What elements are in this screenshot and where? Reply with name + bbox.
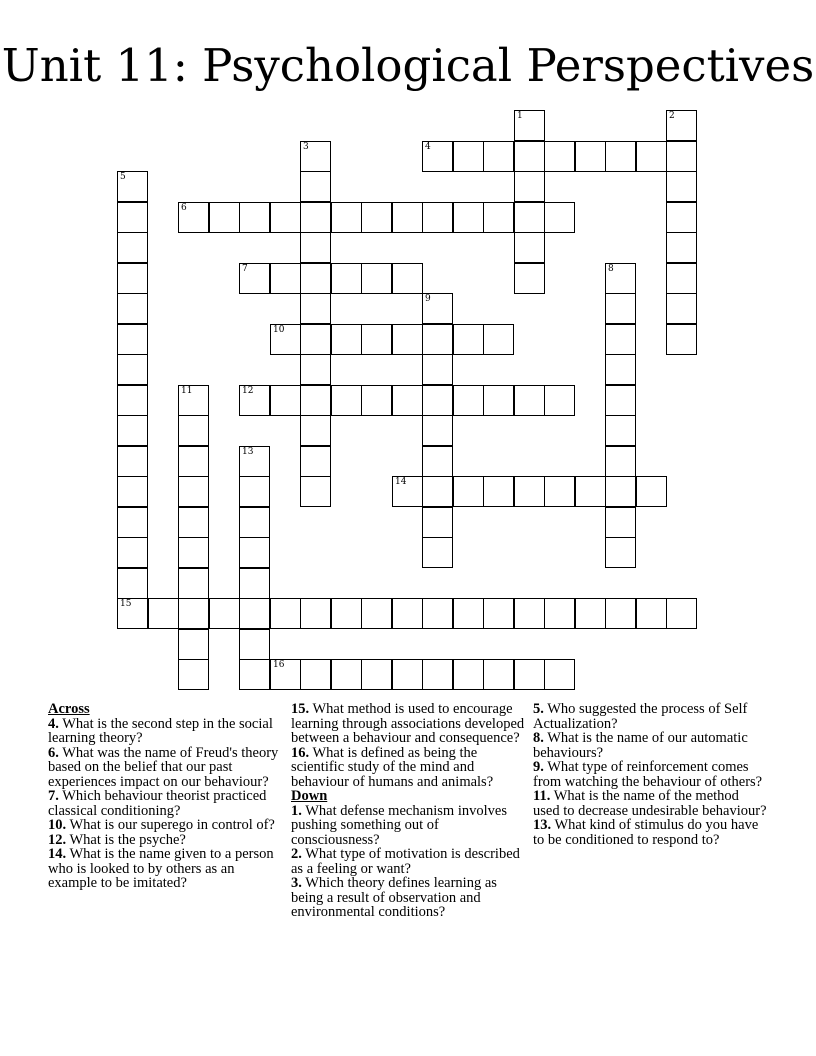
grid-cell[interactable] (300, 354, 331, 385)
grid-cell[interactable] (178, 507, 209, 538)
clue-down-1: 1. What defense mechanism involves pushing something out of consciousness? (291, 802, 507, 848)
grid-cell[interactable] (239, 385, 270, 416)
grid-cell[interactable] (544, 659, 575, 690)
grid-cell[interactable] (636, 141, 667, 172)
grid-cell[interactable] (453, 385, 484, 416)
grid-cell[interactable] (270, 598, 301, 629)
grid-cell[interactable] (361, 659, 392, 690)
grid-cell[interactable] (514, 476, 545, 507)
grid-cell[interactable] (178, 476, 209, 507)
clue-column-3 (533, 702, 769, 847)
grid-cell[interactable] (422, 476, 453, 507)
grid-cell[interactable] (300, 415, 331, 446)
grid-cell[interactable] (117, 171, 148, 202)
grid-cell[interactable] (483, 659, 514, 690)
grid-cell[interactable] (117, 354, 148, 385)
grid-cell[interactable] (514, 263, 545, 294)
clue-column-1 (48, 702, 284, 891)
clue-number: 8 (608, 264, 614, 274)
grid-cell[interactable] (605, 537, 636, 568)
grid-cell[interactable] (514, 232, 545, 263)
grid-cell[interactable] (453, 598, 484, 629)
grid-cell[interactable] (239, 202, 270, 233)
grid-cell[interactable] (300, 659, 331, 690)
grid-cell[interactable] (453, 476, 484, 507)
clue-down-5: 5. Who suggested the process of Self Actualization? (533, 701, 748, 732)
clue-number: 5 (120, 172, 126, 182)
grid-cell[interactable] (331, 263, 362, 294)
grid-cell[interactable] (605, 507, 636, 538)
grid-cell[interactable] (422, 598, 453, 629)
grid-cell[interactable] (178, 415, 209, 446)
grid-cell[interactable] (422, 659, 453, 690)
grid-cell[interactable] (361, 598, 392, 629)
grid-cell[interactable] (331, 202, 362, 233)
grid-cell[interactable] (605, 263, 636, 294)
grid-cell[interactable] (300, 476, 331, 507)
grid-cell[interactable] (483, 141, 514, 172)
grid-cell[interactable] (666, 232, 697, 263)
grid-cell[interactable] (575, 141, 606, 172)
grid-cell[interactable] (514, 659, 545, 690)
grid-cell[interactable] (636, 476, 667, 507)
grid-cell[interactable] (422, 507, 453, 538)
grid-cell[interactable] (300, 232, 331, 263)
grid-cell[interactable] (514, 385, 545, 416)
grid-cell[interactable] (178, 629, 209, 660)
clue-number: 16 (273, 660, 285, 670)
grid-cell[interactable] (422, 385, 453, 416)
clue-down-11: 11. What is the name of the method used to decrease undesirable behaviour? (533, 788, 767, 819)
grid-cell[interactable] (605, 476, 636, 507)
grid-cell[interactable] (514, 598, 545, 629)
grid-cell[interactable] (300, 324, 331, 355)
grid-cell[interactable] (392, 476, 423, 507)
grid-cell[interactable] (666, 598, 697, 629)
clue-down-13: 13. What kind of stimulus do you have to be conditioned to respond to? (533, 817, 759, 848)
grid-cell[interactable] (331, 659, 362, 690)
grid-cell[interactable] (544, 476, 575, 507)
grid-cell[interactable] (575, 476, 606, 507)
grid-cell[interactable] (300, 263, 331, 294)
grid-cell[interactable] (392, 324, 423, 355)
clue-number: 2 (669, 111, 675, 121)
grid-cell[interactable] (178, 598, 209, 629)
grid-cell[interactable] (239, 476, 270, 507)
clue-number: 9 (425, 294, 431, 304)
grid-cell[interactable] (605, 141, 636, 172)
grid-cell[interactable] (117, 446, 148, 477)
grid-cell[interactable] (605, 415, 636, 446)
grid-cell[interactable] (483, 598, 514, 629)
grid-cell[interactable] (239, 629, 270, 660)
grid-cell[interactable] (666, 141, 697, 172)
grid-cell[interactable] (422, 293, 453, 324)
grid-cell[interactable] (300, 598, 331, 629)
grid-cell[interactable] (361, 324, 392, 355)
grid-cell[interactable] (605, 446, 636, 477)
grid-cell[interactable] (178, 537, 209, 568)
grid-cell[interactable] (148, 598, 179, 629)
grid-cell[interactable] (422, 324, 453, 355)
clue-number: 4 (425, 142, 431, 152)
grid-cell[interactable] (239, 537, 270, 568)
grid-cell[interactable] (300, 293, 331, 324)
grid-cell[interactable] (117, 598, 148, 629)
clue-across-10: 10. What is our superego in control of? (48, 817, 275, 833)
grid-cell[interactable] (575, 598, 606, 629)
grid-cell[interactable] (117, 263, 148, 294)
grid-cell[interactable] (605, 354, 636, 385)
grid-cell[interactable] (117, 385, 148, 416)
grid-cell[interactable] (483, 385, 514, 416)
grid-cell[interactable] (239, 568, 270, 599)
grid-cell[interactable] (270, 324, 301, 355)
grid-cell[interactable] (117, 507, 148, 538)
down-heading: Down (291, 788, 328, 804)
grid-cell[interactable] (514, 202, 545, 233)
clue-number: 13 (242, 447, 254, 457)
grid-cell[interactable] (605, 385, 636, 416)
clue-column-2 (291, 702, 527, 920)
grid-cell[interactable] (300, 141, 331, 172)
grid-cell[interactable] (666, 324, 697, 355)
grid-cell[interactable] (514, 141, 545, 172)
grid-cell[interactable] (117, 537, 148, 568)
grid-cell[interactable] (453, 324, 484, 355)
clue-number: 10 (273, 325, 285, 335)
grid-cell[interactable] (483, 324, 514, 355)
grid-cell[interactable] (178, 385, 209, 416)
grid-cell[interactable] (331, 385, 362, 416)
grid-cell[interactable] (392, 598, 423, 629)
clue-down-2: 2. What type of motivation is described as a feeling or want? (291, 846, 520, 877)
grid-cell[interactable] (178, 659, 209, 690)
clue-across-4: 4. What is the second step in the social learning theory? (48, 715, 273, 746)
grid-cell[interactable] (666, 171, 697, 202)
grid-cell[interactable] (666, 263, 697, 294)
grid-cell[interactable] (392, 202, 423, 233)
grid-cell[interactable] (392, 263, 423, 294)
grid-cell[interactable] (483, 202, 514, 233)
grid-cell[interactable] (117, 202, 148, 233)
grid-cell[interactable] (514, 110, 545, 141)
grid-cell[interactable] (422, 202, 453, 233)
grid-cell[interactable] (392, 385, 423, 416)
grid-cell[interactable] (178, 446, 209, 477)
grid-cell[interactable] (392, 659, 423, 690)
clue-number: 14 (395, 477, 407, 487)
grid-cell[interactable] (300, 446, 331, 477)
clue-number: 15 (120, 599, 132, 609)
clue-number: 7 (242, 264, 248, 274)
clue-down-8: 8. What is the name of our automatic behaviours? (533, 730, 748, 761)
clue-number: 1 (517, 111, 523, 121)
grid-cell[interactable] (605, 598, 636, 629)
grid-cell[interactable] (270, 659, 301, 690)
grid-cell[interactable] (544, 141, 575, 172)
clue-across-16: 16. What is defined as being the scientific study of the mind and behaviour of humans and animals? (291, 744, 494, 790)
grid-cell[interactable] (300, 171, 331, 202)
grid-cell[interactable] (117, 324, 148, 355)
clue-across-12: 12. What is the psyche? (48, 831, 186, 848)
grid-cell[interactable] (300, 202, 331, 233)
grid-cell[interactable] (117, 568, 148, 599)
grid-cell[interactable] (117, 232, 148, 263)
clue-across-7: 7. Which behaviour theorist practiced classical conditioning? (48, 788, 267, 819)
clue-down-3: 3. Which theory defines learning as being a result of observation and environmental conditions? (291, 875, 497, 920)
grid-cell[interactable] (300, 385, 331, 416)
grid-cell[interactable] (361, 263, 392, 294)
grid-cell[interactable] (544, 385, 575, 416)
grid-cell[interactable] (117, 476, 148, 507)
grid-cell[interactable] (422, 415, 453, 446)
grid-cell[interactable] (331, 598, 362, 629)
grid-cell[interactable] (453, 141, 484, 172)
grid-cell[interactable] (361, 202, 392, 233)
grid-cell[interactable] (636, 598, 667, 629)
grid-cell[interactable] (453, 659, 484, 690)
grid-cell[interactable] (483, 476, 514, 507)
grid-cell[interactable] (239, 446, 270, 477)
grid-cell[interactable] (178, 202, 209, 233)
grid-cell[interactable] (209, 202, 240, 233)
grid-cell[interactable] (422, 354, 453, 385)
grid-cell[interactable] (117, 415, 148, 446)
grid-cell[interactable] (422, 537, 453, 568)
grid-cell[interactable] (270, 263, 301, 294)
clue-number: 11 (181, 386, 193, 396)
clue-number: 12 (242, 386, 254, 396)
clue-number: 6 (181, 203, 187, 213)
grid-cell[interactable] (331, 324, 362, 355)
grid-cell[interactable] (422, 446, 453, 477)
grid-cell[interactable] (666, 110, 697, 141)
grid-cell[interactable] (239, 507, 270, 538)
grid-cell[interactable] (239, 659, 270, 690)
grid-cell[interactable] (117, 293, 148, 324)
grid-cell[interactable] (666, 293, 697, 324)
clue-number: 3 (303, 142, 309, 152)
grid-cell[interactable] (209, 598, 240, 629)
across-heading: Across (48, 701, 90, 717)
grid-cell[interactable] (453, 202, 484, 233)
grid-cell[interactable] (361, 385, 392, 416)
clue-down-9: 9. What type of reinforcement comes from watching the behaviour of others? (533, 759, 763, 790)
grid-cell[interactable] (270, 385, 301, 416)
grid-cell[interactable] (178, 568, 209, 599)
grid-cell[interactable] (514, 171, 545, 202)
page-title: Unit 11: Psychological Perspectives (1, 39, 815, 92)
grid-cell[interactable] (666, 202, 697, 233)
grid-cell[interactable] (544, 202, 575, 233)
grid-cell[interactable] (270, 202, 301, 233)
clue-across-6: 6. What was the name of Freud's theory based on the belief that our past experiences impact on our behaviour? (48, 744, 279, 790)
grid-cell[interactable] (605, 293, 636, 324)
clue-across-15: 15. What method is used to encourage learning through associations developed between a behaviour and consequence? (291, 701, 525, 746)
grid-cell[interactable] (422, 141, 453, 172)
clue-across-14: 14. What is the name given to a person who is looked to by others as an example to be imitated? (48, 846, 274, 891)
grid-cell[interactable] (605, 324, 636, 355)
grid-cell[interactable] (239, 598, 270, 629)
grid-cell[interactable] (239, 263, 270, 294)
grid-cell[interactable] (544, 598, 575, 629)
